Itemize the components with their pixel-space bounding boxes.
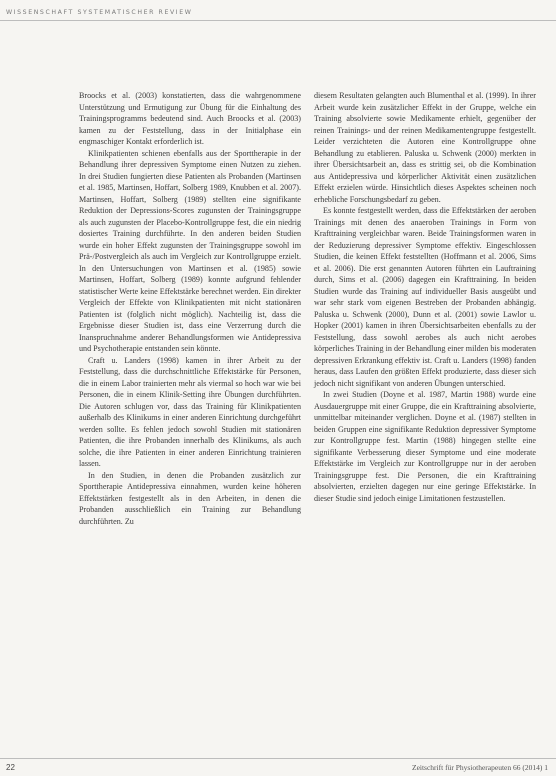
paragraph: In zwei Studien (Doyne et al. 1987, Martin 1988) wurde eine Ausdauergruppe mit einer Gruppe, die ein Krafttraining absolvierte, unmittelbar miteinander verglichen. Doyne et al. (1987) stellten in beiden Gruppen eine signifikante Reduktion depressiver Symptome zur Kontrollgruppe fest. Martin (1988) hingegen stellte eine signifikante Verbesserung dieser Symptome und eine moderate Effektstärke im Vergleich zur Kontrollgruppe nur in der aeroben Trainingsgruppe fest. Die Personen, die ein Krafttraining absolvierten, erzielten dagegen nur eine geringe Effektstärke. In dieser Studie sind jedoch einige Limitationen festzustellen. — [314, 390, 536, 503]
journal-citation: Zeitschrift für Physiotherapeuten 66 (2014) 1 — [411, 763, 548, 772]
left-text-column — [79, 90, 301, 527]
right-text-column — [314, 90, 536, 504]
paragraph: diesem Resultaten gelangten auch Blumenthal et al. (1999). In ihrer Arbeit wurde kein zusätzlicher Effekt in der Gruppe, welche ein Training absolvierte sowie Medikamente erhielt, gegenüber der reinen Trainings- und der reinen Medikamentengruppe festgestellt. Leider verzichteten die Autoren eine Kontrollgruppe ohne Behandlung zu etablieren. Paluska u. Schwenk (2000) merkten in ihrer Übersichtsarbeit an, dass es strittig sei, ob die Kombination aus Antidepressiva und körperlicher Aktivität einen zusätzlichen Effekt erzielen würde. Hinsichtlich dieses Aspektes scheinen noch erhebliche Forschungsbedarf zu geben. — [314, 91, 536, 204]
paragraph: In den Studien, in denen die Probanden zusätzlich zur Sporttherapie Antidepressiva einnahmen, wurden keine höheren Effektstärken festgestellt als in den Arbeiten, in denen die Probanden ausschließlich ein Training zur Behandlung durchführten. Zu — [79, 470, 301, 526]
header-rule — [0, 20, 556, 21]
footer-rule — [0, 758, 556, 759]
paragraph: Es konnte festgestellt werden, dass die Effektstärken der aeroben Trainings mit denen des anaeroben Trainings in Form von Krafttraining vergleichbar waren. Beide Trainingsformen waren in der Reduzierung depressiver Symptome effektiv. Eingeschlossen Studien, die keinen Effekt feststellten (Hoffmann et al. 2006, Sims et al. 2006). Die erst genannten Autoren führten ein Lauftraining durch, Sims et al. (2006) dagegen ein Krafttraining. In beiden Studien wurde das Training auf individueller Basis ausgeübt und war sehr stark vom eigenen Bestreben der Probanden abhängig. Paluska u. Schwenk (2000), Dunn et al. (2001) sowie Lawlor u. Hopker (2001) kamen in ihren Übersichtsarbeiten ebenfalls zu der Feststellung, dass sowohl aerobes als auch nicht aerobes körperliches Training in der Behandlung einer milden bis moderaten depressiven Erkrankung effektiv ist. Craft u. Landers (1998) fanden heraus, dass Laufen den größten Effekt produzierte, dass dieser sich jedoch nicht signifikant von anderen Übungen unterschied. — [314, 206, 536, 388]
paragraph: Klinikpatienten schienen ebenfalls aus der Sporttherapie in der Behandlung ihrer depressiven Symptome einen Nutzen zu ziehen. In drei Studien fungierten diese Patienten als Probanden (Martinsen et al. 1985, Martinsen, Hoffart, Solberg 1989, Knubben et al. 2007). Martinsen, Hoffart, Solberg (1989) stellten eine signifikante Reduktion der Depressions-Scores zugunsten der Trainingsgruppe als auch zugunsten der Placebo-Kontrollgruppe fest, die ein niedrig dosiertes Training durchführte. In den anderen beiden Studien wurde ein hoher Effekt zugunsten der Trainingsgruppe sowohl im Prä-/Postvergleich als auch im Vergleich zur Kontrollgruppe erzielt. In den Untersuchungen von Martinsen et al. (1985) sowie Martinsen, Hoffart, Solberg (1989) konnte aufgrund fehlender statistischer Werte keine Effektstärke berechnet werden. Ein direkter Vergleich der Effekte von Klinikpatienten mit nicht stationären Patienten ist (folglich nicht möglich). Nachteilig ist, dass die Ergebnisse dieser Studien ist, dass eine Verzerrung durch die Inanspruchnahme anderer Behandlungsformen wie Antidepressiva und Psychotherapie entstanden sein könnte. — [79, 148, 301, 353]
section-header: WISSENSCHAFT SYSTEMATISCHER REVIEW — [6, 9, 193, 16]
paragraph: Craft u. Landers (1998) kamen in ihrer Arbeit zu der Feststellung, dass die durchschnittliche Effektstärke für Personen, die in einem Labor trainierten mehr als viermal so hoch war wie bei Personen, die in einem Klinik-Setting ihre Übungen durchführten. Die Autoren schlugen vor, dass das Training für Klinikpatienten außerhalb des Klinikums in einer anderen Einrichtung durchgeführt werden sollte. Es fehlen jedoch sowohl Studien mit stationären Patienten, die ihre Probanden innerhalb des Klinikums, als auch solche, die ihre Patienten in einer anderen Einrichtung trainieren lassen. — [79, 355, 301, 468]
paragraph: Broocks et al. (2003) konstatierten, dass die wahrgenommene Unterstützung und Ermutigung zur Übung für die Einhaltung des Trainingsprogramms bedeutend sind. Auch Broocks et al. (2003) kamen zu der Feststellung, dass in der Initialphase ein engmaschiger Kontakt erforderlich ist. — [79, 91, 301, 146]
page-number: 22 — [6, 763, 15, 772]
